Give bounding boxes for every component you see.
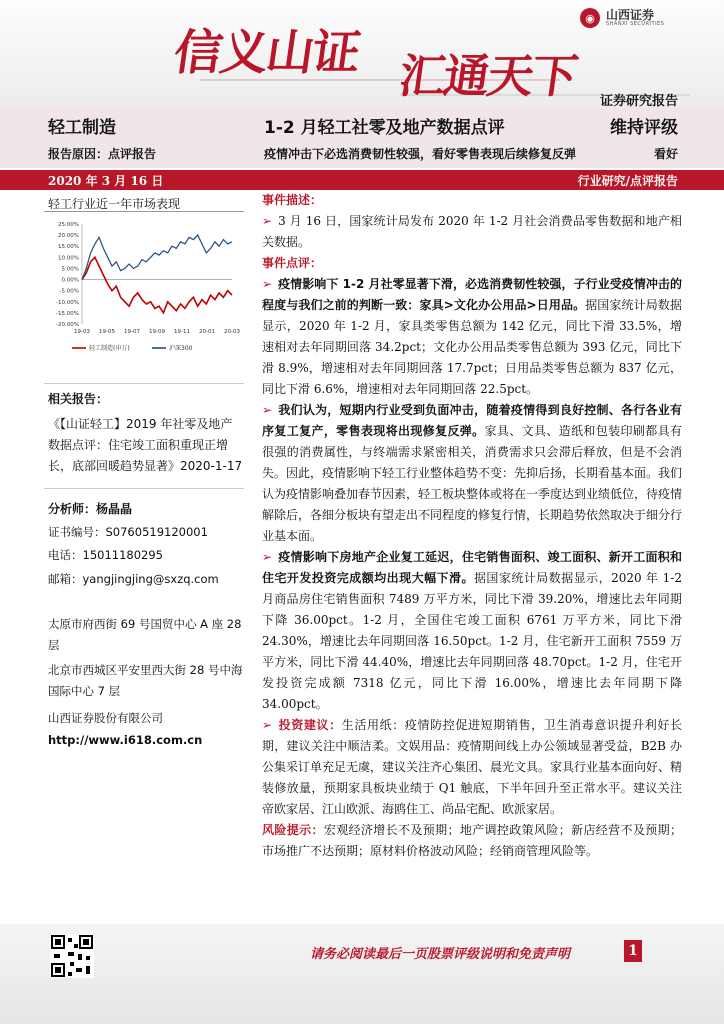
- header-banner: [0, 0, 724, 108]
- address-taiyuan: 太原市府西街 69 号国贸中心 A 座 28 层: [48, 617, 242, 652]
- y-tick-label: 10.00%: [58, 255, 79, 262]
- paragraph-4: ➢ 投资建议：生活用纸：疫情防控促进短期销售，卫生消毒意识提升利好长期，建议关注中顺洁柔。文娱用品：疫情期间线上办公领域显著受益，B2B 办公集采订单充足无虞，建议关注齐心集团、晨光文具。家具行业基本面向好、精装修放量，预期家具板块业绩于 Q1 触底，下半年回升至正常水平。建议关注帝欧家居、江山欧派、海鸥住工、尚品宅配、欧派家居。: [262, 718, 683, 816]
- x-tick-label: 20-01: [199, 329, 215, 335]
- address-beijing: 北京市西城区平安里西大街 28 号中海国际中心 7 层: [48, 663, 243, 698]
- x-tick-label: 19-11: [174, 329, 190, 335]
- page-title: 1-2 月轻工社零及地产数据点评: [264, 118, 505, 138]
- logo-icon: ◉: [580, 8, 600, 28]
- arrow-icon: ➢: [262, 403, 273, 417]
- company-name: 山西证券股份有限公司: [48, 711, 163, 725]
- paragraph-1: ➢ 疫情影响下 1-2 月社零显著下滑，必选消费韧性较强，子行业受疫情冲击的程度与我们之前的判断一致：家具>文化办公用品>日用品。据国家统计局数据显示，2020 年 1-2 月，家具类零售总额为 142 亿元，同比下滑 33.5%，增速相对去年同期回落 34.2pct；文化办公用品类零售总额为 393 亿元，同比下滑 8.9%，增速相对去年同期回落 17.7pct；日用品类零售总额为 837 亿元，同比下滑 6.6%，增速相对去年同期回落 22.5pct。: [262, 277, 682, 396]
- legend-label: 沪深300: [169, 345, 193, 352]
- email-link[interactable]: 邮箱：yangjingjing@sxzq.com: [48, 572, 219, 586]
- x-tick-label: 19-03: [74, 329, 90, 335]
- cert-number: 证书编号：S0760519120001: [48, 525, 208, 539]
- y-tick-label: 5.00%: [61, 266, 79, 273]
- series-line-1: [82, 257, 232, 313]
- series-line-2: [82, 235, 232, 280]
- y-tick-label: -20.00%: [56, 322, 79, 328]
- company-logo: [580, 8, 664, 28]
- y-tick-label: -10.00%: [56, 299, 79, 306]
- y-tick-label: 15.00%: [58, 244, 79, 251]
- arrow-icon: ➢: [262, 718, 273, 732]
- industry-name: 轻工制造: [48, 118, 116, 138]
- x-tick-label: 19-05: [99, 329, 115, 335]
- arrow-icon: ➢: [262, 277, 273, 291]
- divider: [44, 211, 244, 212]
- logo-cn: 山西证券: [606, 8, 655, 22]
- y-tick-label: 0.00%: [61, 277, 79, 284]
- qr-code-icon[interactable]: [50, 934, 94, 978]
- x-tick-label: 20-03: [224, 329, 240, 335]
- related-report[interactable]: 《【山证轻工】2019 年社零及地产数据点评：住宅竣工面积重现正增长，底部回暖趋势显著》2020-1-17: [48, 417, 243, 473]
- risk-paragraph: 风险提示：宏观经济增长不及预期；地产调控政策风险；新店经营不及预期；市场推广不达预期；原材料价格波动风险；经销商管理风险等。: [262, 823, 682, 858]
- x-tick-label: 19-07: [124, 329, 140, 335]
- slogan-part1: 信义山证: [170, 25, 363, 81]
- paragraph-2: ➢ 我们认为，短期内行业受到负面冲击，随着疫情得到良好控制、各行各业有序复工复产，零售表现将出现修复反弹。家具、文具、造纸和包装印刷都具有很强的消费属性，与终端需求紧密相关，消费需求只会滞后释放，但是不会消失。因此，疫情影响下轻工行业整体趋势不变：先抑后扬，长期看基本面。我们认为疫情影响叠加春节因素，轻工板块整体或将在一季度达到业绩低位，待疫情解除后，各细分板块有望走出不同程度的修复行情，长期趋势依然取决于细分行业基本面。: [262, 403, 683, 543]
- paragraph-3: ➢ 疫情影响下房地产企业复工延迟，住宅销售面积、竣工面积、新开工面积和住宅开发投资完成额均出现大幅下滑。据国家统计局数据显示，2020 年 1-2 月商品房住宅销售面积 7489 万平方米，同比下滑 39.20%，增速比去年同期下降 36.00pct。1-2 月，全国住宅竣工面积 6761 万平方米，同比下滑 24.30%，增速比去年同期回落 16.50pct。1-2 月，住宅新开工面积 7559 万平方米，同比下滑 44.40%，增速比去年同期回落 48.70pct。1-2 月，住宅开发投资完成额 7318 亿元，同比下滑 16.00%，增速比去年同期下降 34.00pct。: [262, 550, 682, 711]
- slogan-part2: 汇通天下: [395, 49, 580, 103]
- event-heading: 事件描述：: [262, 193, 323, 207]
- event-paragraph: ➢ 3 月 16 日，国家统计局发布 2020 年 1-2 月社会消费品零售数据和地产相关数据。: [262, 214, 682, 249]
- website-link[interactable]: http://www.i618.com.cn: [48, 733, 203, 747]
- chart-title: 轻工行业近一年市场表现: [48, 197, 181, 211]
- x-tick-label: 19-09: [149, 329, 165, 335]
- footer: [0, 924, 724, 1024]
- report-reason: 报告原因：点评报告: [48, 147, 157, 161]
- y-tick-label: -15.00%: [56, 310, 79, 317]
- y-tick-label: 25.00%: [58, 222, 79, 228]
- market-chart: [42, 216, 246, 356]
- legend-label: 轻工制造(申万): [89, 345, 130, 352]
- main-content: [262, 190, 682, 862]
- report-type: 证券研究报告: [599, 94, 678, 108]
- rating: 维持评级: [610, 118, 678, 138]
- view-rating: 看好: [653, 147, 678, 161]
- arrow-icon: ➢: [262, 214, 273, 228]
- analyst-name: 分析师：杨晶晶: [48, 502, 133, 516]
- report-category: 行业研究/点评报告: [577, 174, 678, 188]
- report-date: 2020 年 3 月 16 日: [48, 174, 164, 188]
- page-number: 1: [624, 940, 642, 962]
- divider: [44, 488, 244, 489]
- comment-heading: 事件点评：: [262, 256, 323, 270]
- page-subtitle: 疫情冲击下必选消费韧性较强，看好零售表现后续修复反弹: [264, 147, 577, 161]
- y-tick-label: 20.00%: [58, 233, 79, 240]
- divider: [44, 383, 244, 384]
- logo-en: SHANXI SECURITIES: [606, 21, 665, 27]
- arrow-icon: ➢: [262, 550, 273, 564]
- y-tick-label: -5.00%: [59, 288, 79, 295]
- phone: 电话：15011180295: [48, 548, 163, 562]
- disclaimer[interactable]: 请务必阅读最后一页股票评级说明和免责声明: [310, 947, 571, 962]
- related-heading: 相关报告：: [48, 392, 109, 406]
